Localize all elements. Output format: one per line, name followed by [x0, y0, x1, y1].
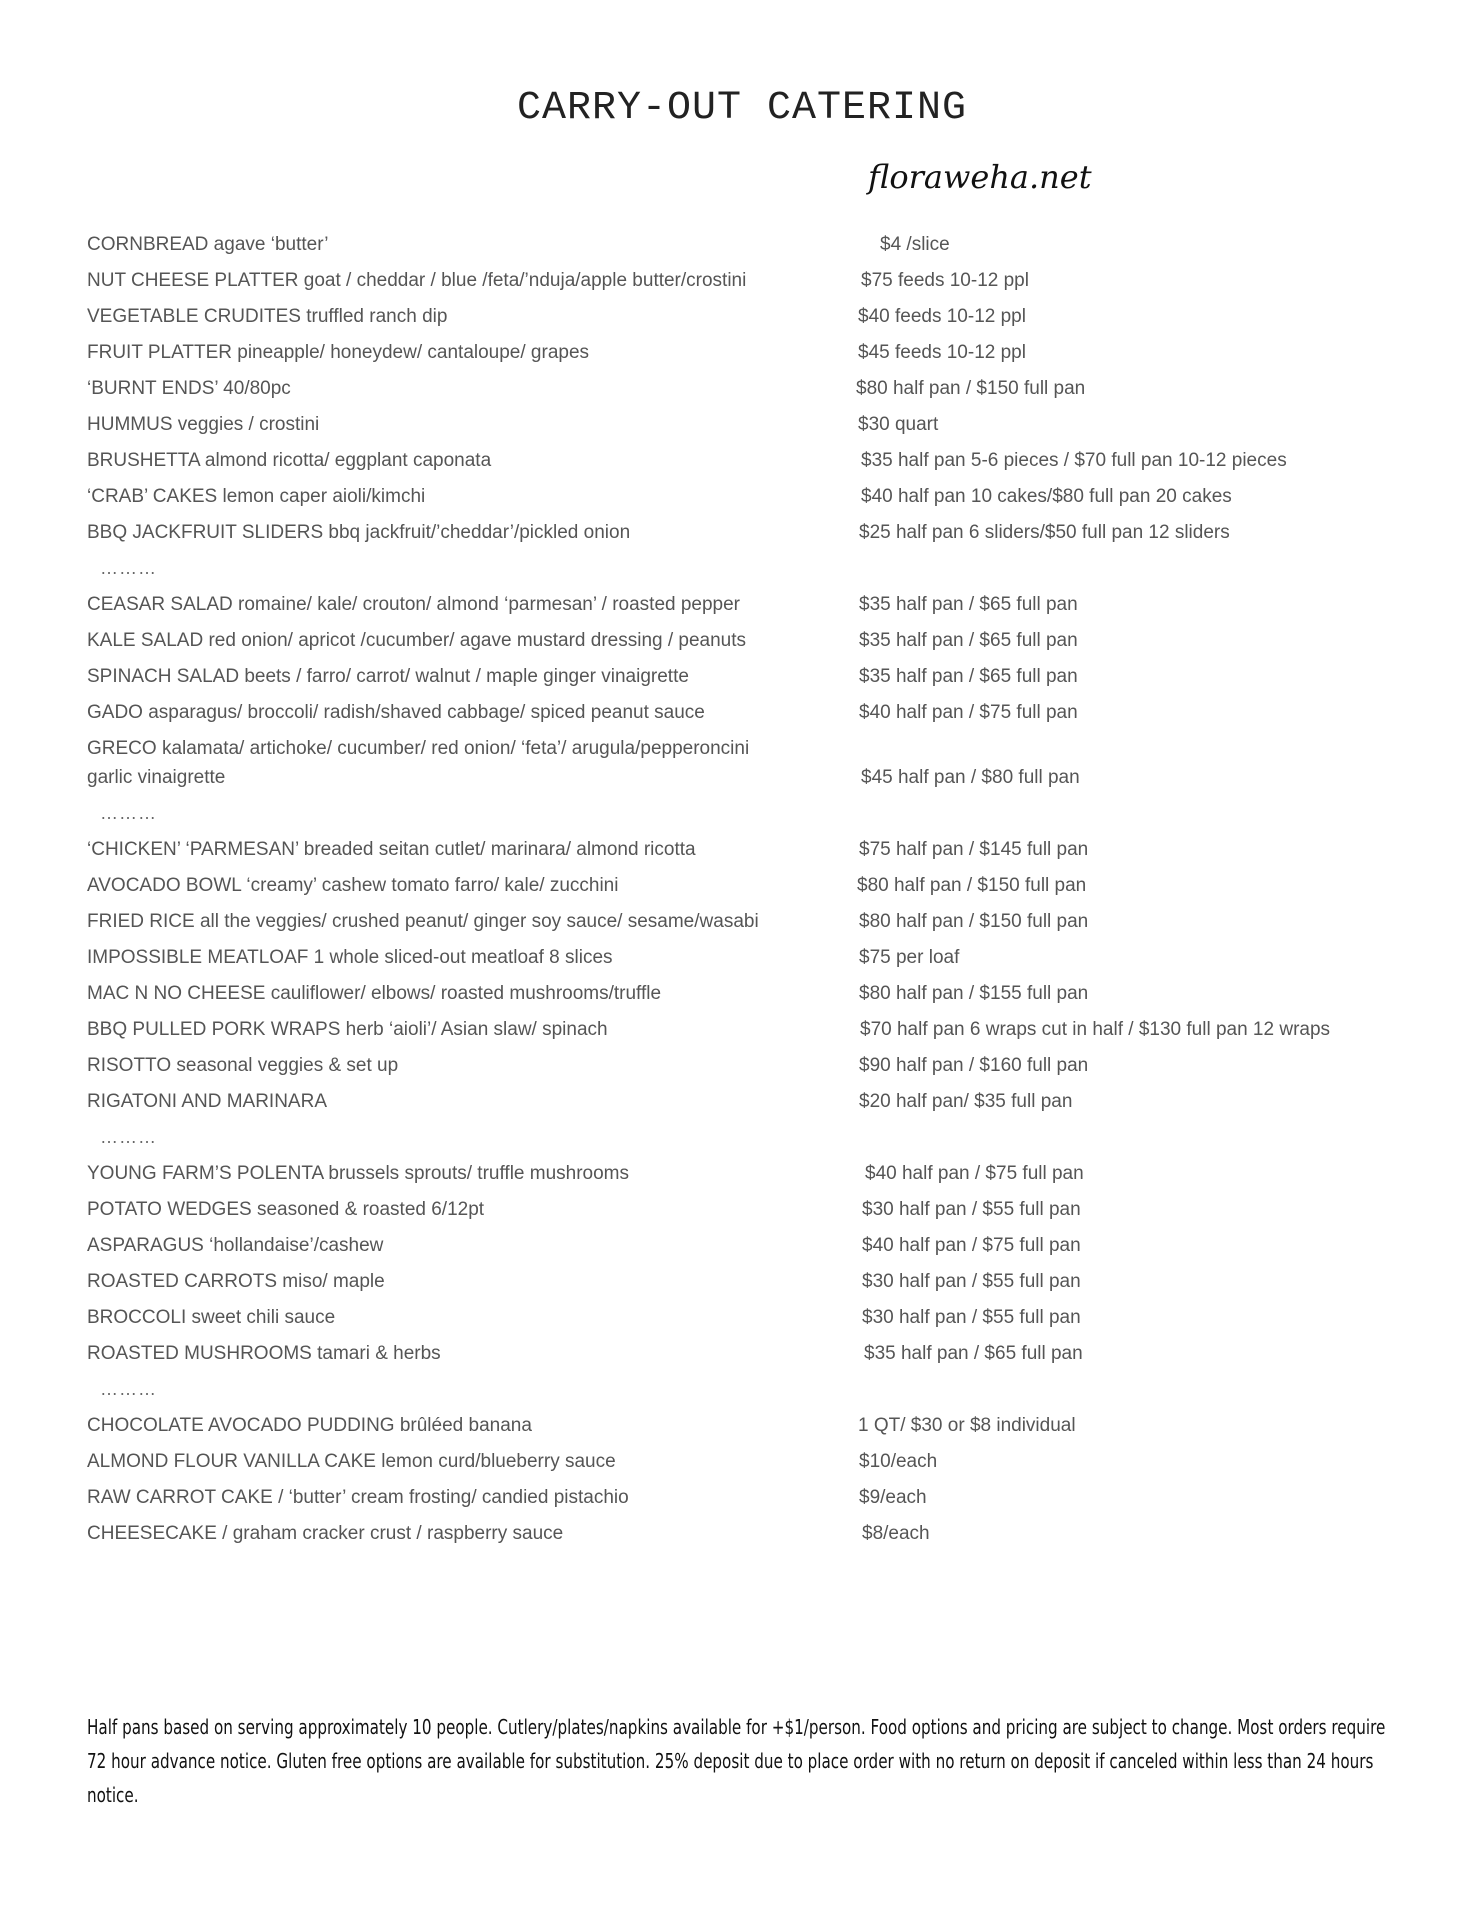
menu-item-name: SPINACH SALAD beets / farro/ carrot/ walnut / maple ginger vinaigrette: [87, 666, 689, 687]
menu-item-name: ROASTED MUSHROOMS tamari & herbs: [87, 1343, 441, 1364]
menu-item-price: $90 half pan / $160 full pan: [859, 1055, 1089, 1076]
menu-item-name: FRIED RICE all the veggies/ crushed peanut/ ginger soy sauce/ sesame/wasabi: [87, 911, 759, 932]
menu-item-name: BBQ PULLED PORK WRAPS herb ‘aioli’/ Asian slaw/ spinach: [87, 1019, 608, 1040]
menu-item-name: BBQ JACKFRUIT SLIDERS bbq jackfruit/’cheddar’/pickled onion: [87, 522, 631, 543]
menu-item-price: $75 per loaf: [859, 947, 960, 968]
menu-item-price: $35 half pan / $65 full pan: [859, 630, 1078, 651]
menu-item-price: $20 half pan/ $35 full pan: [859, 1091, 1073, 1112]
menu-item-name: GADO asparagus/ broccoli/ radish/shaved cabbage/ spiced peanut sauce: [87, 702, 705, 723]
menu-item-price: $45 feeds 10-12 ppl: [858, 342, 1026, 363]
menu-item-price: $40 half pan 10 cakes/$80 full pan 20 cakes: [861, 486, 1232, 507]
website-logo: floraweha.net: [868, 158, 1092, 196]
section-separator: ………: [100, 1127, 157, 1147]
menu-item-price: $70 half pan 6 wraps cut in half / $130 full pan 12 wraps: [860, 1019, 1331, 1040]
menu-item-price: $4 /slice: [880, 234, 950, 255]
menu-item-name: ALMOND FLOUR VANILLA CAKE lemon curd/blueberry sauce: [87, 1451, 616, 1472]
menu-item-price: $35 half pan 5-6 pieces / $70 full pan 10-12 pieces: [861, 450, 1287, 471]
menu-item-price: $8/each: [862, 1523, 930, 1544]
menu-item-name: KALE SALAD red onion/ apricot /cucumber/ agave mustard dressing / peanuts: [87, 630, 747, 651]
page-title: CARRY-OUT CATERING: [516, 86, 968, 131]
menu-item-price: $30 half pan / $55 full pan: [862, 1271, 1081, 1292]
menu-item-name: YOUNG FARM’S POLENTA brussels sprouts/ truffle mushrooms: [87, 1163, 630, 1184]
menu-item-price: $45 half pan / $80 full pan: [861, 767, 1080, 788]
menu-item-price: $30 half pan / $55 full pan: [862, 1307, 1081, 1328]
menu-item-price: $30 quart: [858, 414, 939, 435]
menu-item-name: CHEESECAKE / graham cracker crust / raspberry sauce: [87, 1523, 564, 1544]
menu-item-name: ASPARAGUS ‘hollandaise’/cashew: [87, 1235, 384, 1256]
menu-item-name: VEGETABLE CRUDITES truffled ranch dip: [87, 306, 448, 327]
menu-item-price: $40 half pan / $75 full pan: [862, 1235, 1081, 1256]
menu-item-name: ‘CRAB’ CAKES lemon caper aioli/kimchi: [87, 486, 426, 507]
menu-item-name: CORNBREAD agave ‘butter’: [87, 234, 329, 255]
menu-item-name: AVOCADO BOWL ‘creamy’ cashew tomato farro/ kale/ zucchini: [87, 875, 619, 896]
menu-item-name: POTATO WEDGES seasoned & roasted 6/12pt: [87, 1199, 485, 1220]
menu-item-price: $10/each: [859, 1451, 938, 1472]
menu-item-price: $80 half pan / $150 full pan: [856, 378, 1086, 399]
menu-item-name: RISOTTO seasonal veggies & set up: [87, 1055, 399, 1076]
menu-item-name: RIGATONI AND MARINARA: [87, 1091, 327, 1112]
menu-item-price: $75 half pan / $145 full pan: [859, 839, 1089, 860]
footer-notes: Half pans based on serving approximately 10 people. Cutlery/plates/napkins available for +$1/person. Food options and pricing are subject to change. Most orders require 72 hour advance notice. Gluten free options are available for substitution. 25% deposit due to place order with no return on deposit if canceled within less than 24 hours notice.: [87, 1715, 1386, 1807]
menu-item-price: $35 half pan / $65 full pan: [859, 594, 1078, 615]
menu-item-price: $25 half pan 6 sliders/$50 full pan 12 sliders: [859, 522, 1230, 543]
menu-item-price: $9/each: [859, 1487, 927, 1508]
section-separator: ………: [100, 1379, 157, 1399]
menu-item-name: MAC N NO CHEESE cauliflower/ elbows/ roasted mushrooms/truffle: [87, 983, 662, 1004]
menu-item-price: $40 half pan / $75 full pan: [859, 702, 1078, 723]
menu-item-price: $40 half pan / $75 full pan: [865, 1163, 1084, 1184]
menu-item-price: $80 half pan / $150 full pan: [857, 875, 1087, 896]
section-separator: ………: [100, 558, 157, 578]
menu-item-name: IMPOSSIBLE MEATLOAF 1 whole sliced-out meatloaf 8 slices: [87, 947, 613, 968]
menu-item-name: RAW CARROT CAKE / ‘butter’ cream frosting/ candied pistachio: [87, 1487, 629, 1508]
menu-item-name: ROASTED CARROTS miso/ maple: [87, 1271, 385, 1292]
section-separator: ………: [100, 803, 157, 823]
menu-item-name: GRECO kalamata/ artichoke/ cucumber/ red onion/ ‘feta’/ arugula/pepperoncini: [87, 738, 750, 759]
menu-item-price: $80 half pan / $150 full pan: [859, 911, 1089, 932]
menu-item-name: ‘BURNT ENDS’ 40/80pc: [87, 378, 291, 399]
menu-item-price: $30 half pan / $55 full pan: [862, 1199, 1081, 1220]
menu-item-name: garlic vinaigrette: [87, 767, 226, 788]
menu-item-price: $80 half pan / $155 full pan: [859, 983, 1089, 1004]
menu-item-name: ‘CHICKEN’ ‘PARMESAN’ breaded seitan cutlet/ marinara/ almond ricotta: [87, 839, 696, 860]
menu-item-price: $40 feeds 10-12 ppl: [858, 306, 1026, 327]
menu-item-name: FRUIT PLATTER pineapple/ honeydew/ cantaloupe/ grapes: [87, 342, 590, 363]
menu-item-price: $35 half pan / $65 full pan: [859, 666, 1078, 687]
menu-item-name: NUT CHEESE PLATTER goat / cheddar / blue /feta/’nduja/apple butter/crostini: [87, 270, 747, 291]
menu-item-price: $35 half pan / $65 full pan: [864, 1343, 1083, 1364]
menu-item-price: $75 feeds 10-12 ppl: [861, 270, 1029, 291]
menu-item-price: 1 QT/ $30 or $8 individual: [858, 1415, 1076, 1436]
menu-item-name: CHOCOLATE AVOCADO PUDDING brûléed banana: [87, 1415, 532, 1436]
menu-item-name: BROCCOLI sweet chili sauce: [87, 1307, 336, 1328]
menu-item-name: CEASAR SALAD romaine/ kale/ crouton/ almond ‘parmesan’ / roasted pepper: [87, 594, 741, 615]
menu-item-name: BRUSHETTA almond ricotta/ eggplant caponata: [87, 450, 492, 471]
menu-item-name: HUMMUS veggies / crostini: [87, 414, 320, 435]
